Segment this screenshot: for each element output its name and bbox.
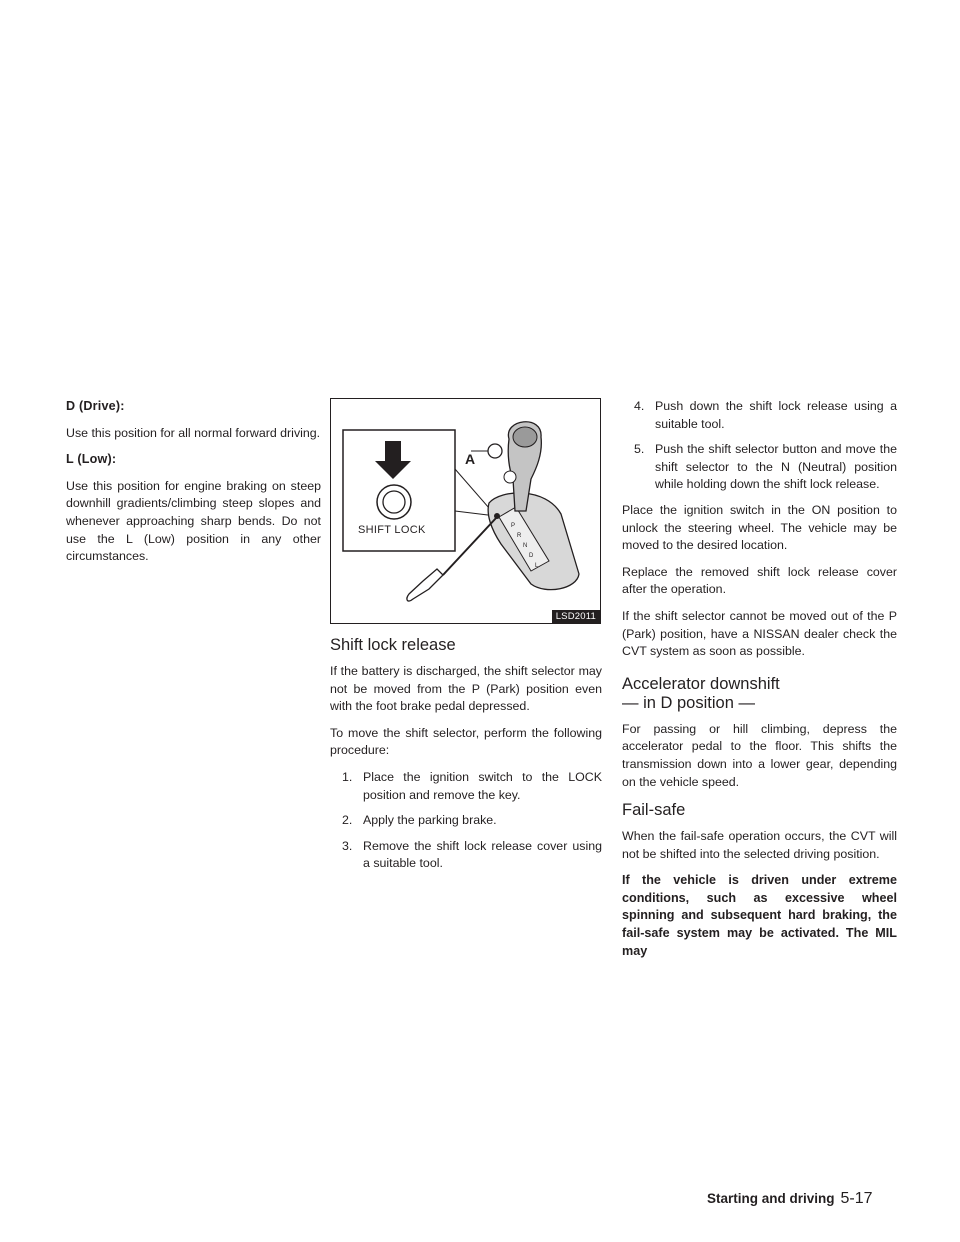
replace-cover-para: Replace the removed shift lock release cover after the operation. bbox=[622, 564, 897, 597]
column-left bbox=[66, 398, 321, 575]
list-item: 3. Remove the shift lock release cover using a suitable tool. bbox=[342, 838, 602, 871]
figure-code: LSD2011 bbox=[552, 610, 600, 623]
page-footer bbox=[707, 1190, 873, 1208]
page-number: 5-17 bbox=[840, 1190, 873, 1207]
knob-top bbox=[513, 427, 537, 447]
shift-lock-para2: To move the shift selector, perform the following procedure: bbox=[330, 725, 602, 758]
accelerator-downshift-text: For passing or hill climbing, depress the accelerator pedal to the floor. This shifts the transmission down into a lower gear, depending on the vehicle speed. bbox=[622, 721, 897, 789]
shift-lock-label: SHIFT LOCK bbox=[358, 524, 426, 536]
shift-lock-heading: Shift lock release bbox=[330, 636, 456, 654]
list-item: 2. Apply the parking brake. bbox=[342, 813, 497, 828]
shift-lock-para1: If the battery is discharged, the shift selector may not be moved from the P (Park) position even with the foot brake pedal depressed. bbox=[330, 664, 602, 714]
callout-a-label: A bbox=[465, 451, 476, 467]
low-heading: L (Low): bbox=[66, 452, 117, 467]
knob-button bbox=[504, 471, 516, 483]
drive-text: Use this position for all normal forward driving. bbox=[66, 425, 321, 440]
shift-lock-steps-continued bbox=[622, 398, 897, 494]
drive-heading: D (Drive): bbox=[66, 399, 125, 413]
selector-button-icon bbox=[488, 444, 502, 458]
shift-lock-button-inner bbox=[383, 491, 405, 513]
shift-lock-steps bbox=[330, 769, 602, 873]
dealer-check-para: If the shift selector cannot be moved out of the P (Park) position, have a NISSAN dealer check the CVT system as soon as possible. bbox=[622, 608, 897, 659]
failsafe-heading: Fail-safe bbox=[622, 801, 686, 820]
list-item: 1. Place the ignition switch to the LOCK position and remove the key. bbox=[342, 769, 602, 802]
low-text: Use this position for engine braking on steep downhill gradients/climbing steep slopes and whenever approaching sharp bends. Do not use the L (Low) position in any other circumstances. bbox=[66, 478, 321, 564]
shift-lock-figure bbox=[330, 398, 601, 624]
gate-letter-r: R bbox=[517, 533, 522, 539]
gate-letter-d: D bbox=[529, 553, 534, 559]
list-item: 4. Push down the shift lock release using a suitable tool. bbox=[634, 399, 897, 431]
column-middle bbox=[330, 398, 602, 881]
gate-letter-p: P bbox=[511, 523, 516, 529]
list-item: 5. Push the shift selector button and move the shift selector to the N (Neutral) position while holding down the shift lock release. bbox=[634, 442, 897, 492]
failsafe-warning: If the vehicle is driven under extreme conditions, such as excessive wheel spinning and subsequent hard braking, the fail-safe system may be activated. The MIL may bbox=[622, 873, 897, 958]
lock-point bbox=[494, 513, 500, 519]
ignition-para: Place the ignition switch in the ON position to unlock the steering wheel. The vehicle may be moved to the desired location. bbox=[622, 502, 897, 553]
shift-lock-illustration bbox=[331, 399, 600, 623]
gate-letter-n: N bbox=[523, 543, 528, 549]
accelerator-downshift-heading: Accelerator downshift — in D position — bbox=[622, 674, 780, 712]
failsafe-text: When the fail-safe operation occurs, the CVT will not be shifted into the selected driving position. bbox=[622, 829, 897, 861]
gate-letter-l: L bbox=[535, 563, 539, 569]
column-right bbox=[622, 398, 897, 960]
screwdriver-handle bbox=[407, 569, 443, 601]
section-title: Starting and driving bbox=[707, 1191, 835, 1206]
